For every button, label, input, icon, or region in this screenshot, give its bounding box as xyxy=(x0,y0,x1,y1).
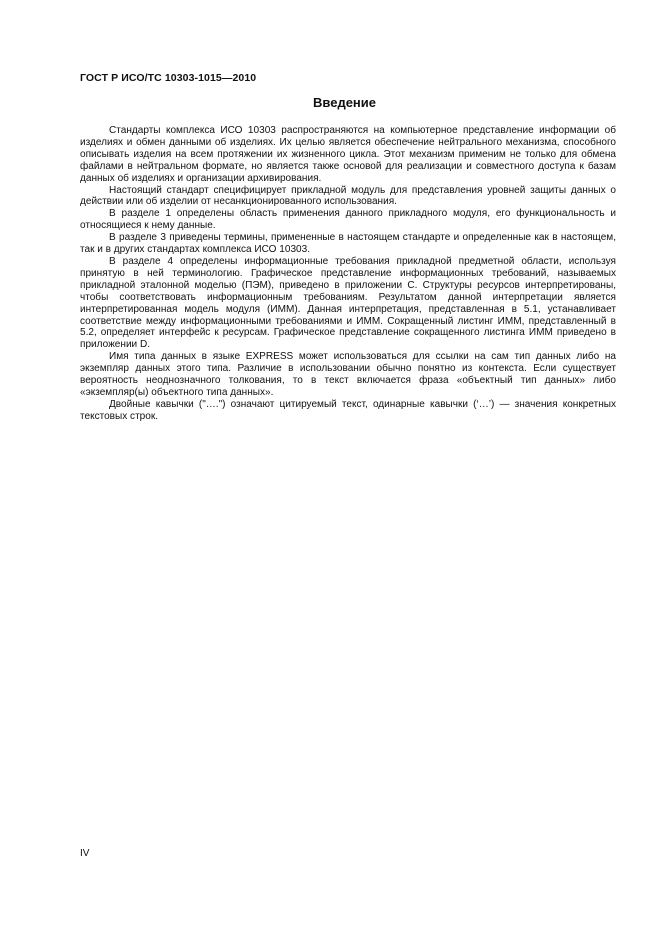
document-header: ГОСТ Р ИСО/ТС 10303-1015—2010 xyxy=(80,72,257,84)
body-text xyxy=(80,125,616,423)
paragraph: Двойные кавычки ("….") означают цитируемый текст, одинарные кавычки (‘…’) — значения конкретных текстовых строк. xyxy=(80,398,616,422)
paragraph: Настоящий стандарт специфицирует прикладной модуль для представления уровней защиты данных о действии или об изделии от несанкционированного использования. xyxy=(80,184,616,208)
section-title: Введение xyxy=(313,95,376,110)
page-number: IV xyxy=(80,848,90,859)
paragraph: В разделе 3 приведены термины, примененные в настоящем стандарте и определенные как в настоящем, так и в других стандартах комплекса ИСО 10303. xyxy=(80,232,616,256)
paragraph: Стандарты комплекса ИСО 10303 распространяются на компьютерное представление информации об изделиях и обмен данными об изделиях. Их целью является обеспечение нейтрального механизма, способного описывать изделия на всем протяжении их жизненного цикла. Этот механизм применим не только для обмена файлами в нейтральном формате, но является также основой для реализации и совместного доступа к базам данных об изделиях и организации архивирования. xyxy=(80,125,616,184)
paragraph: В разделе 4 определены информационные требования прикладной предметной области, используя принятую в ней терминологию. Графическое представление информационных требований, называемых прикладной эталонной моделью (ПЭМ), приведено в приложении С. Структуры ресурсов интерпретированы, чтобы соответствовать информационным требованиям. Результатом данной интерпретации является интерпретированная модель модуля (ИММ). Данная интерпретация, представленная в 5.1, устанавливает соответствие между информационными требованиями и ИММ. Сокращенный листинг ИММ, представленный в 5.2, определяет интерфейс к ресурсам. Графическое представление сокращенного листинга ИММ приведено в приложении D. xyxy=(80,255,616,351)
paragraph: Имя типа данных в языке EXPRESS может использоваться для ссылки на сам тип данных либо на экземпляр данных этого типа. Различие в использовании обычно понятно из контекста. Если существует вероятность неоднозначного толкования, то в текст включается фраза «объектный тип данных» либо «экземпляр(ы) объектного типа данных». xyxy=(80,351,616,398)
paragraph: В разделе 1 определены область применения данного прикладного модуля, его функциональность и относящиеся к нему данные. xyxy=(80,208,616,232)
